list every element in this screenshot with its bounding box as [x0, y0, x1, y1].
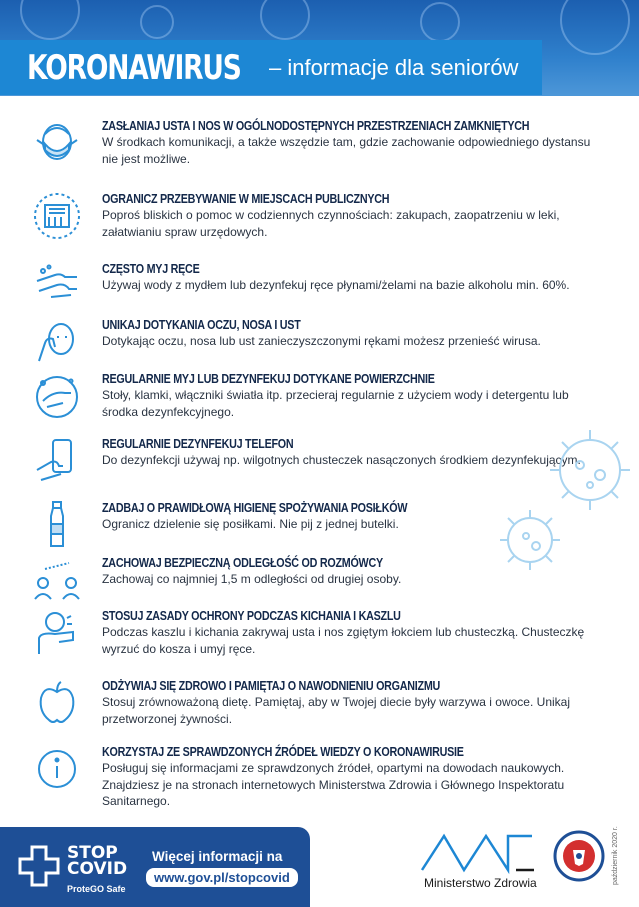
more-info-link[interactable]: www.gov.pl/stopcovid [146, 868, 298, 887]
ministry-logo-icon [420, 830, 535, 875]
item-body: Do dezynfekcji używaj np. wilgotnych chusteczek nasączonych środkiem dezynfekującym. [102, 453, 581, 467]
item-heading: STOSUJ ZASADY OCHRONY PODCZAS KICHANIA I KASZLU [102, 609, 401, 623]
page-subtitle: – informacje dla seniorów [268, 54, 519, 80]
stop-text: STOP [67, 843, 118, 863]
item-body: Posługuj się informacjami ze sprawdzonych źródeł, opartymi na dowodach naukowych. Znajdziesz je na stronach internetowych Ministerstwa Zdrowia i Głównego Inspektoratu Sanitarnego. [102, 761, 565, 808]
surface-clean-icon [31, 371, 83, 421]
item-heading: ZASŁANIAJ USTA I NOS W OGÓLNODOSTĘPNYCH PRZESTRZENIACH ZAMKNIĘTYCH [102, 119, 530, 133]
more-info-label: Więcej informacji na [152, 849, 283, 864]
virus-decoration [490, 420, 639, 600]
phone-clean-icon [31, 436, 83, 486]
stopcovid-logo-text [67, 845, 127, 877]
covid-text: COVID [67, 859, 128, 879]
title-bar [0, 40, 542, 95]
apple-icon [31, 678, 83, 728]
distance-icon [31, 555, 83, 605]
item-body: Dotykając oczu, nosa lub ust zanieczyszczonymi rękami możesz przenieść wirusa. [102, 334, 541, 348]
item-heading: OGRANICZ PRZEBYWANIE W MIEJSCACH PUBLICZNYCH [102, 192, 390, 206]
face-touch-icon [31, 317, 83, 367]
item-heading: UNIKAJ DOTYKANIA OCZU, NOSA I UST [102, 318, 301, 332]
face-mask-icon [31, 118, 83, 168]
item-heading: REGULARNIE MYJ LUB DEZYNFEKUJ DOTYKANE POWIERZCHNIE [102, 372, 435, 386]
bottle-icon [31, 500, 83, 550]
sneeze-icon [31, 608, 83, 658]
item-heading: REGULARNIE DEZYNFEKUJ TELEFON [102, 437, 294, 451]
item-heading: ZADBAJ O PRAWIDŁOWĄ HIGIENĘ SPOŻYWANIA POSIŁKÓW [102, 501, 408, 515]
item-body: Ogranicz dzielenie się posiłkami. Nie pij z jednej butelki. [102, 517, 399, 531]
date-note: październik 2020 r. [612, 826, 619, 885]
item-body: W środkach komunikacji, a także wszędzie tam, gdzie zachowanie odpowiedniego dystansu nie jest możliwe. [102, 135, 591, 166]
page-title: KORONAWIRUS [27, 47, 241, 88]
item-body: Podczas kaszlu i kichania zakrywaj usta i nos zgiętym łokciem lub chusteczką. Chusteczkę wyrzuć do kosza i umyj ręce. [102, 625, 585, 656]
item-body: Stosuj zrównoważoną dietę. Pamiętaj, aby w Twojej diecie były warzywa i owoce. Unikaj przetworzonej żywności. [102, 695, 570, 726]
building-icon [31, 191, 83, 241]
item-body: Poproś bliskich o pomoc w codziennych czynnościach: zakupach, zaopatrzeniu w leki, załatwianiu spraw urzędowych. [102, 208, 560, 239]
item-heading: ODŻYWIAJ SIĘ ZDROWO I PAMIĘTAJ O NAWODNIENIU ORGANIZMU [102, 679, 441, 693]
item-body: Stoły, klamki, włączniki światła itp. przecieraj regularnie z użyciem wody i detergentu lub środka dezynfekcyjnego. [102, 388, 569, 419]
item-body: Używaj wody z mydłem lub dezynfekuj ręce płynami/żelami na bazie alkoholu min. 60%. [102, 278, 570, 292]
item-body: Zachowaj co najmniej 1,5 m odległości od drugiej osoby. [102, 572, 402, 586]
item-heading: CZĘSTO MYJ RĘCE [102, 262, 200, 276]
hand-wash-icon [31, 261, 83, 311]
protego-label: ProteGO Safe [67, 884, 126, 894]
stopcovid-cross-icon [16, 843, 62, 889]
sanitary-inspection-seal-icon [553, 830, 605, 882]
item-heading: ZACHOWAJ BEZPIECZNĄ ODLEGŁOŚĆ OD ROZMÓWCY [102, 556, 383, 570]
ministry-name: Ministerstwo Zdrowia [424, 876, 537, 890]
info-icon [31, 744, 83, 794]
stopcovid-banner[interactable] [0, 827, 310, 907]
item-heading: KORZYSTAJ ZE SPRAWDZONYCH ŹRÓDEŁ WIEDZY O KORONAWIRUSIE [102, 745, 464, 759]
